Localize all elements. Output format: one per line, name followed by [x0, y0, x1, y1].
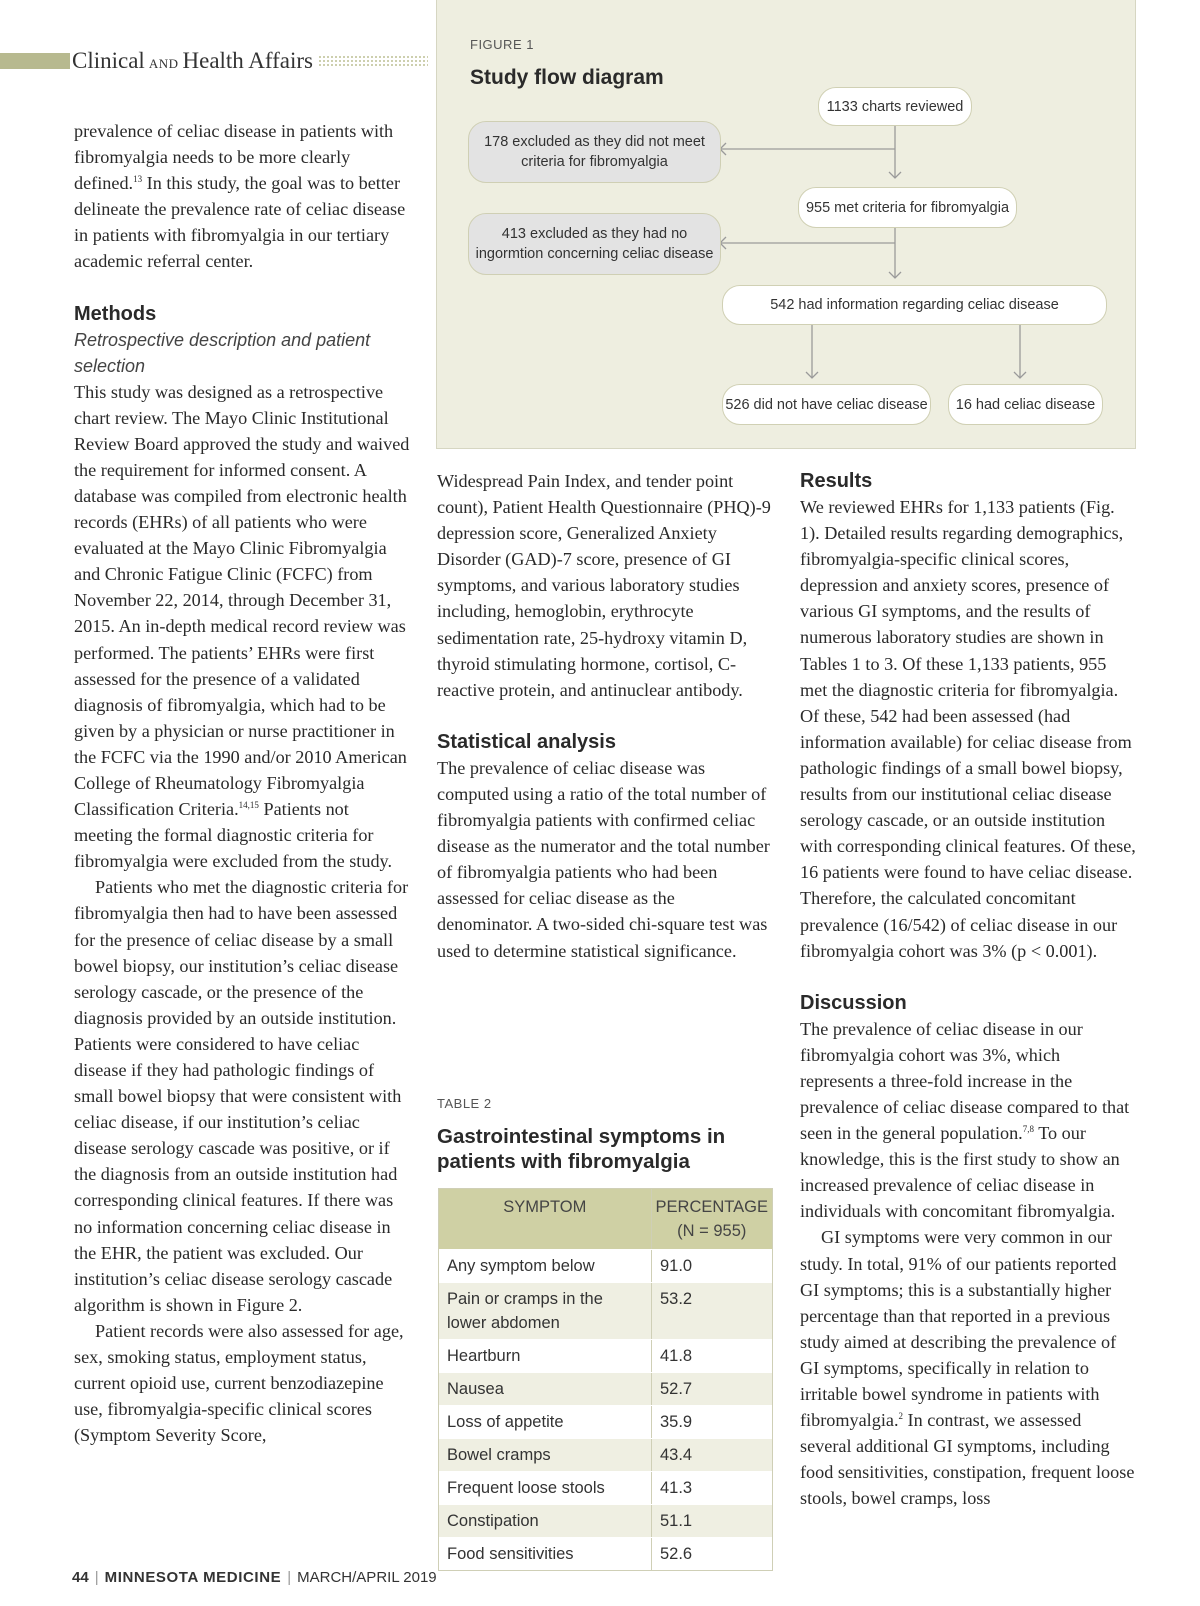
citation: 2 [898, 1411, 903, 1422]
table-row [439, 1249, 772, 1282]
header-dot-pattern [318, 55, 428, 68]
page-number: 44 [72, 1569, 89, 1586]
box-met-criteria: 955 met criteria for fibromyalgia [798, 187, 1017, 228]
column-middle [437, 468, 773, 964]
results-heading: Results [800, 470, 873, 492]
symptom-cell: Heartburn [439, 1340, 652, 1372]
stats-paragraph: The prevalence of celiac disease was computed using a ratio of the total number of fibromyalgia patients with confirmed celiac disease as the numerator and the total number of fibromyalgia patients who had been assessed for celiac disease as the denominator. A two-sided chi-square test was used to determine statistical significance. [437, 757, 770, 961]
section-title [72, 48, 313, 74]
methods-continued-paragraph: Widespread Pain Index, and tender point count), Patient Health Questionnaire (PHQ)-9 depression score, Generalized Anxiety Disorder (GAD)-7 score, presence of GI symptoms, and various laboratory studies including, hemoglobin, erythrocyte sedimentation rate, 25-hydroxy vitamin D, thyroid stimulating hormone, cortisol, C-reactive protein, and antinuclear antibody. [437, 471, 771, 700]
table-row [439, 1282, 772, 1339]
citation: 13 [133, 174, 143, 185]
table-row [439, 1504, 772, 1537]
methods-heading: Methods [74, 302, 157, 325]
symptoms-table [438, 1188, 773, 1571]
table-row [439, 1537, 772, 1570]
citation: 14,15 [238, 800, 259, 810]
figure-title: Study flow diagram [470, 66, 664, 89]
box-celiac: 16 had celiac disease [948, 384, 1103, 425]
header-symptom: SYMPTOM [439, 1189, 652, 1249]
section-title-right: Health Affairs [182, 48, 314, 73]
percentage-cell: 53.2 [660, 1290, 693, 1308]
methods-paragraph-3: Patient records were also assessed for age, sex, smoking status, employment status, current opioid use, current benzodiazepine use, fibromyalgia-specific clinical scores (Symptom Severity Score, [74, 1320, 404, 1446]
methods-paragraph-1: This study was designed as a retrospective chart review. The Mayo Clinic Institutional Review Board approved the study and waived the requirement for informed consent. A database was compiled from electronic health records (EHRs) of all patients who were evaluated at the Mayo Clinic Fibromyalgia and Chronic Fatigue Clinic (FCFC) from November 22, 2014, through December 31, 2015. An in-depth medical record review was performed. The patients’ EHRs were first assessed for the presence of a validated diagnosis of fibromyalgia, which had to be given by a physician or nurse practitioner in the FCFC via the 1990 and/or 2010 American College of Rheumatology Fibromyalgia Classification Criteria.$^{14,15}$ Patients not meeting the formal diagnostic criteria for fibromyalgia were excluded from the study. [74, 381, 410, 872]
stats-heading: Statistical analysis [437, 730, 616, 753]
box-no-celiac: 526 did not have celiac disease [722, 384, 931, 425]
column-left [74, 118, 410, 1448]
column-right [800, 468, 1136, 1511]
percentage-cell: 52.7 [660, 1380, 693, 1398]
magazine-name: MINNESOTA MEDICINE [104, 1569, 282, 1586]
percentage-cell: 41.3 [660, 1479, 693, 1497]
results-paragraph: We reviewed EHRs for 1,133 patients (Fig. 1). Detailed results regarding demographics, fibromyalgia-specific clinical scores, depression and anxiety scores, presence of various GI symptoms, and the results of numerous laboratory studies are shown in Tables 1 to 3. Of these 1,133 patients, 955 met the diagnostic criteria for fibromyalgia. Of these, 542 had been assessed (had information available) for celiac disease from pathologic findings of a small bowel biopsy, results from our institutional celiac disease serology cascade, or an outside institution with corresponding clinical features. Of these, 16 patients were found to have celiac disease. Therefore, the calculated concomitant prevalence (16/542) of celiac disease in our fibromyalgia cohort was 3% (p < 0.001). [800, 497, 1136, 961]
table-label: TABLE 2 [437, 1096, 492, 1111]
methods-paragraph-2: Patients who met the diagnostic criteria for fibromyalgia then had to have been assessed for the presence of celiac disease by a small bowel biopsy, our institution’s celiac disease serology cascade, or the presence of the diagnosis provided by an outside institution. Patients were considered to have celiac disease if they had pathologic findings of small bowel biopsy that were consistent with celiac disease, if our institution’s celiac disease serology cascade was positive, or if the diagnosis from an outside institution had corresponding clinical features. If there was no information concerning celiac disease in the EHR, the patient was excluded. Our institution’s celiac disease serology cascade algorithm is shown in Figure 2. [74, 877, 409, 1315]
box-excluded-info: 413 excluded as they had no ingormtion concerning celiac disease [468, 213, 721, 275]
box-had-info: 542 had information regarding celiac disease [722, 285, 1107, 325]
table-row [439, 1339, 772, 1372]
header-percentage: PERCENTAGE (N = 955) [655, 1198, 768, 1240]
citation: 7,8 [1022, 1124, 1034, 1134]
symptom-cell: Frequent loose stools [439, 1472, 652, 1504]
percentage-cell: 51.1 [660, 1512, 693, 1530]
symptom-cell: Constipation [439, 1505, 652, 1537]
percentage-cell: 41.8 [660, 1347, 693, 1365]
table-body [439, 1249, 772, 1570]
symptom-cell: Any symptom below [439, 1250, 652, 1282]
table-row [439, 1372, 772, 1405]
symptom-cell: Loss of appetite [439, 1406, 652, 1438]
symptom-cell: Nausea [439, 1373, 652, 1405]
table-header-row [439, 1189, 772, 1249]
table-row [439, 1405, 772, 1438]
symptom-cell: Pain or cramps in the lower abdomen [439, 1283, 652, 1339]
symptom-cell: Food sensitivities [439, 1538, 652, 1570]
percentage-cell: 35.9 [660, 1413, 693, 1431]
intro-paragraph: prevalence of celiac disease in patients with fibromyalgia needs to be more clearly defined.$^{13}$ In this study, the goal was to better delineate the prevalence rate of celiac disease in patients with fibromyalgia in our tertiary academic referral center. [74, 121, 406, 272]
discussion-heading: Discussion [800, 991, 907, 1014]
issue-date: MARCH/APRIL 2019 [297, 1569, 437, 1586]
symptom-cell: Bowel cramps [439, 1439, 652, 1471]
discussion-paragraph-2: GI symptoms were very common in our study. In total, 91% of our patients reported GI symptoms; this is a substantially higher percentage than that reported in a previous study aimed at describing the prevalence of GI symptoms, specifically in relation to irritable bowel syndrome in patients with fibromyalgia.$^2$ In contrast, we assessed several additional GI symptoms, including food sensitivities, constipation, frequent loose stools, bowel cramps, loss [800, 1227, 1135, 1509]
discussion-paragraph-1: The prevalence of celiac disease in our fibromyalgia cohort was 3%, which represents a three-fold increase in the prevalence of celiac disease compared to that seen in the general population.$^{7,8}$ To our knowledge, this is the first study to show an increased prevalence of celiac disease in individuals with concomitant fibromyalgia. [800, 1018, 1130, 1222]
table-title: Gastrointestinal symptoms in patients with fibromyalgia [437, 1125, 726, 1173]
figure-label: FIGURE 1 [470, 37, 534, 52]
figure-1-panel [436, 0, 1136, 449]
percentage-cell: 52.6 [660, 1545, 693, 1563]
table-row [439, 1438, 772, 1471]
percentage-cell: 91.0 [660, 1257, 693, 1275]
box-charts-reviewed: 1133 charts reviewed [818, 87, 972, 126]
page-footer: 44 | MINNESOTA MEDICINE | MARCH/APRIL 2019 [72, 1569, 437, 1586]
table-row [439, 1471, 772, 1504]
section-title-left: Clinical [72, 48, 145, 73]
section-title-and: AND [148, 56, 179, 71]
methods-subheading: Retrospective description and patient selection [74, 329, 371, 376]
header-accent-bar [0, 53, 70, 69]
box-excluded-criteria: 178 excluded as they did not meet criteria for fibromyalgia [468, 121, 721, 183]
percentage-cell: 43.4 [660, 1446, 693, 1464]
